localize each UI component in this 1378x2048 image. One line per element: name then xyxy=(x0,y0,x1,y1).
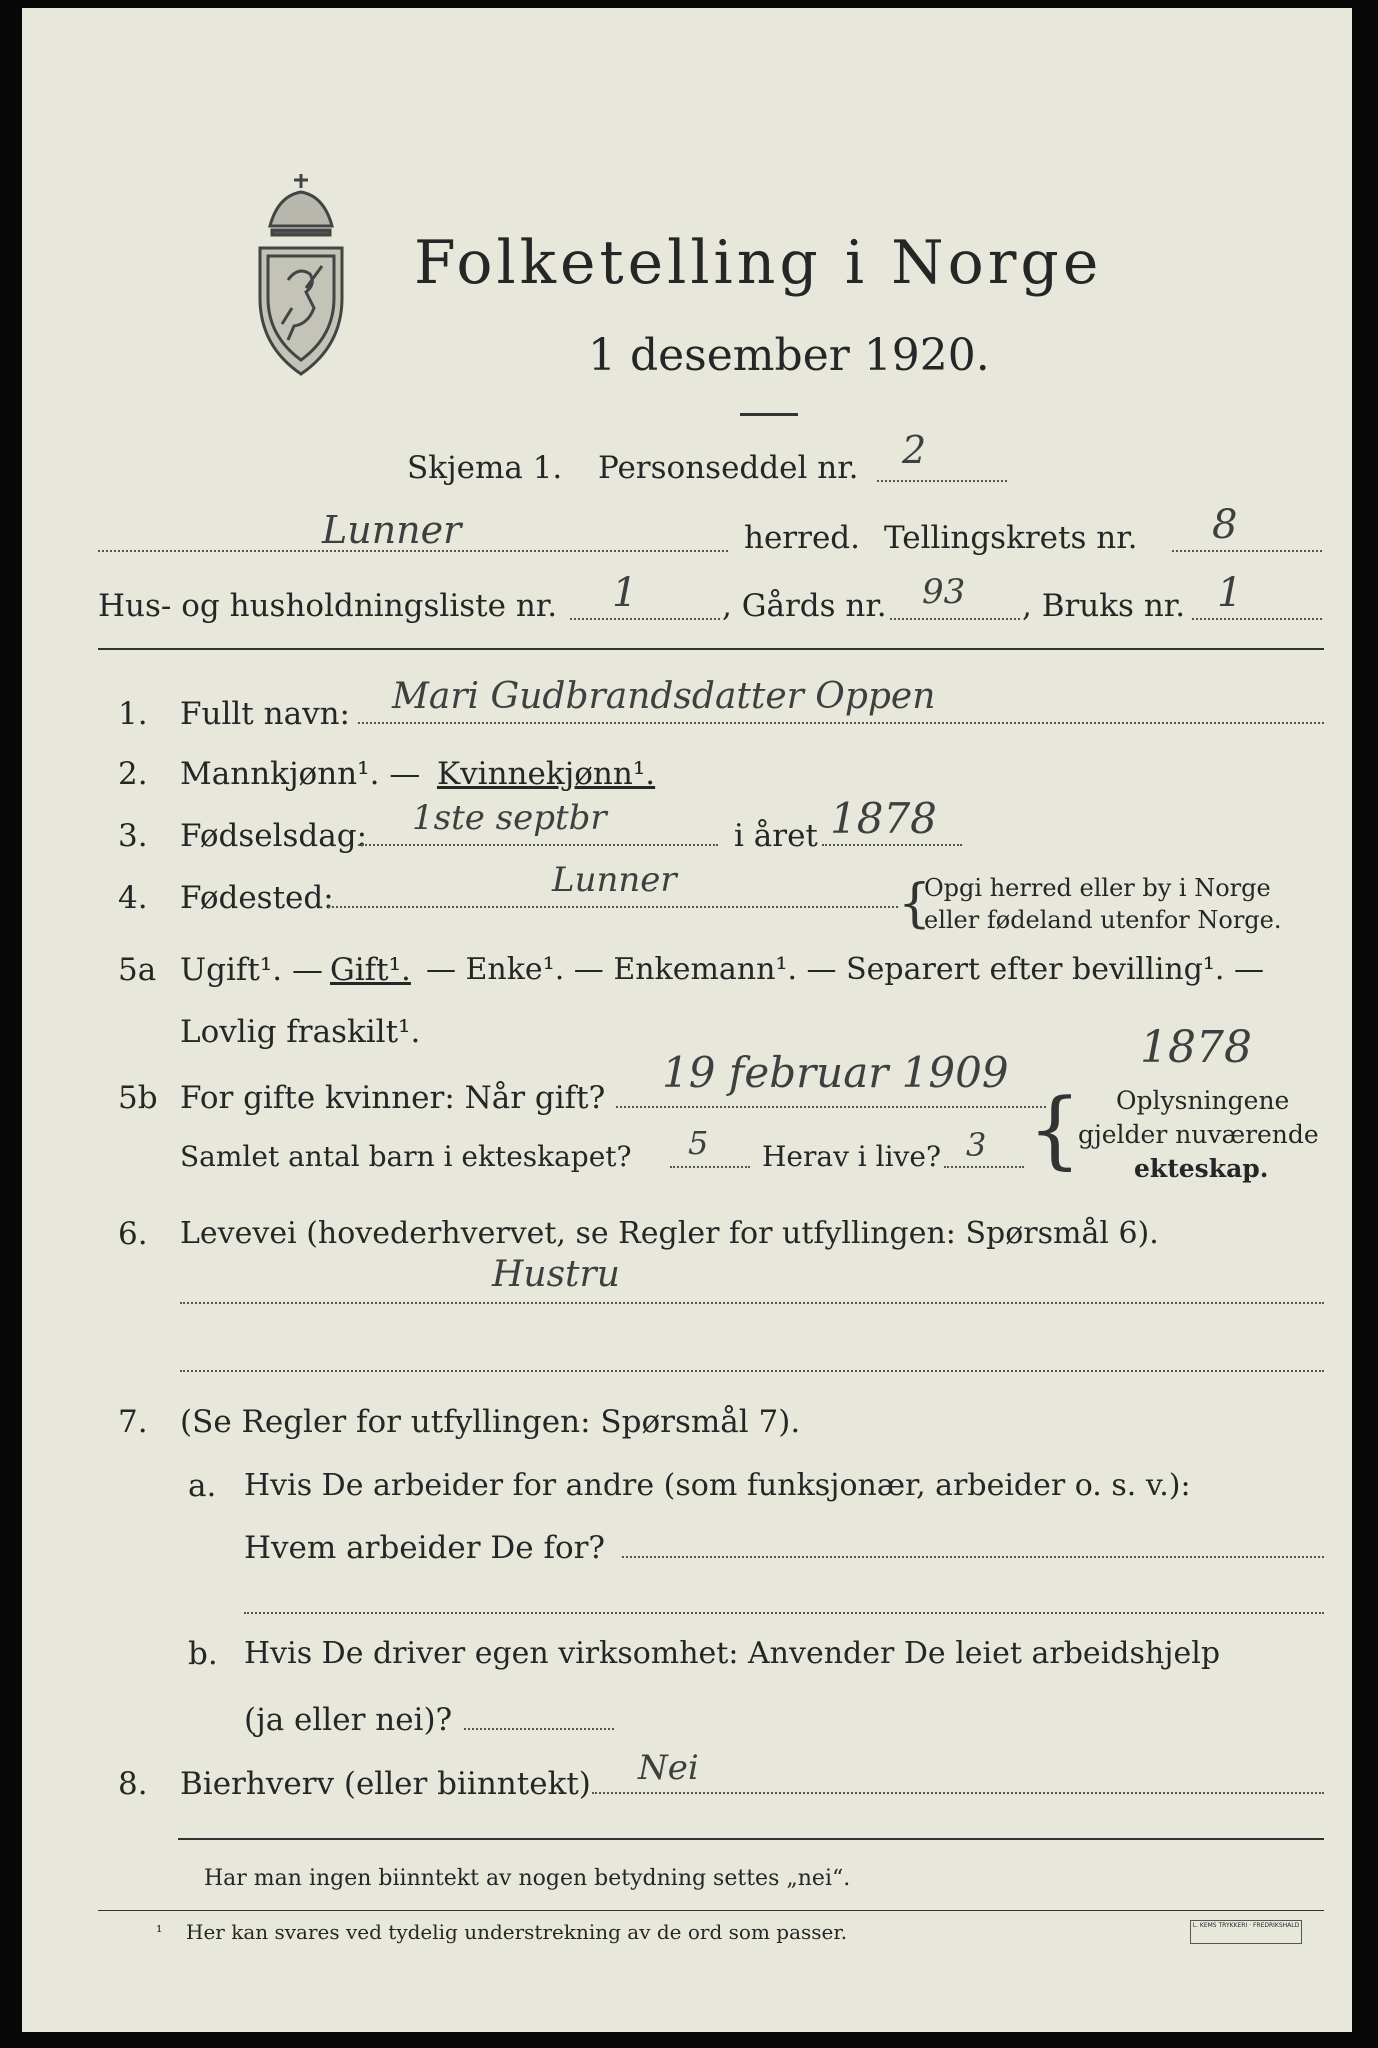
norwegian-coat-of-arms-icon xyxy=(252,168,350,378)
hus-label: Hus- og husholdningsliste nr. xyxy=(98,588,558,624)
status-married-option[interactable]: Gift¹. xyxy=(330,952,411,988)
gards-field[interactable] xyxy=(890,618,1020,620)
footer-divider xyxy=(178,1838,1324,1840)
hus-field[interactable] xyxy=(570,618,720,620)
hus-value: 1 xyxy=(612,570,638,616)
hired-help-field[interactable] xyxy=(464,1728,614,1730)
occupation-label: Levevei (hovederhvervet, se Regler for utfyllingen: Spørsmål 6). xyxy=(180,1216,1159,1251)
hired-help-label: (ja eller nei)? xyxy=(244,1702,453,1738)
marriage-note-2: gjelder nuværende xyxy=(1078,1120,1319,1149)
q7-number: 7. xyxy=(118,1404,148,1440)
marriage-date-field[interactable] xyxy=(616,1106,1046,1108)
tellingskrets-value: 8 xyxy=(1212,502,1238,548)
marriage-date-label: For gifte kvinner: Når gift? xyxy=(180,1080,606,1116)
birthday-value: 1ste septbr xyxy=(412,798,607,838)
full-name-field[interactable] xyxy=(358,722,1324,724)
gards-value: 93 xyxy=(922,572,966,612)
birth-year-value: 1878 xyxy=(830,794,937,843)
census-form-page xyxy=(22,8,1352,2032)
tellingskrets-field[interactable] xyxy=(1172,550,1322,552)
status-unmarried-option[interactable]: Ugift¹. — xyxy=(180,952,323,988)
birth-year-field[interactable] xyxy=(822,844,962,846)
q2-number: 2. xyxy=(118,756,148,792)
children-total-value: 5 xyxy=(688,1124,709,1162)
children-total-label: Samlet antal barn i ekteskapet? xyxy=(180,1140,632,1173)
employer-field[interactable] xyxy=(622,1556,1324,1558)
children-alive-label: Herav i live? xyxy=(762,1140,941,1173)
bruks-value: 1 xyxy=(1217,570,1243,616)
marriage-note-1: Oplysningene xyxy=(1116,1086,1290,1115)
q5a-number: 5a xyxy=(118,952,157,988)
q6-number: 6. xyxy=(118,1216,148,1252)
q3-number: 3. xyxy=(118,818,148,854)
occupation-field[interactable] xyxy=(180,1302,1324,1304)
q7b-text: Hvis De driver egen virksomhet: Anvender De leiet arbeidshjelp xyxy=(244,1636,1221,1671)
sex-male-option[interactable]: Mannkjønn¹. — xyxy=(180,756,421,792)
status-divorced-option[interactable]: Lovlig fraskilt¹. xyxy=(180,1014,421,1050)
birthplace-field[interactable] xyxy=(328,906,898,908)
q7-label: (Se Regler for utfyllingen: Spørsmål 7). xyxy=(180,1404,801,1440)
q4-number: 4. xyxy=(118,880,148,916)
printer-stamp xyxy=(1190,1920,1302,1944)
side-income-value: Nei xyxy=(638,1748,699,1788)
title-divider xyxy=(740,413,798,416)
personseddel-value: 2 xyxy=(902,428,927,472)
q1-number: 1. xyxy=(118,696,148,732)
tellingskrets-label: Tellingskrets nr. xyxy=(884,520,1138,556)
side-income-label: Bierhverv (eller biinntekt) xyxy=(180,1766,591,1802)
q4-label: Fødested: xyxy=(180,880,334,916)
marriage-note-3: ekteskap. xyxy=(1134,1154,1269,1183)
q7a-letter: a. xyxy=(188,1468,217,1504)
q5b-number: 5b xyxy=(118,1080,158,1116)
gards-label: , Gårds nr. xyxy=(722,588,887,624)
birth-year-label: i året xyxy=(734,818,818,854)
birthplace-value: Lunner xyxy=(552,860,677,900)
children-total-field[interactable] xyxy=(670,1166,750,1168)
q1-label: Fullt navn: xyxy=(180,696,350,732)
herred-value: Lunner xyxy=(322,508,462,552)
printer-stamp-text: L. KEMS TRYKKERI · FREDRIKSHALD xyxy=(1192,1922,1300,1929)
children-alive-value: 3 xyxy=(966,1126,987,1164)
marriage-brace: { xyxy=(1028,1080,1082,1178)
footnote-mark: ¹ xyxy=(156,1922,163,1941)
side-income-field[interactable] xyxy=(592,1792,1324,1794)
herred-label: herred. xyxy=(744,520,860,556)
q7a-text: Hvis De arbeider for andre (som funksjonær, arbeider o. s. v.): xyxy=(244,1468,1191,1503)
birthplace-note-2: eller fødeland utenfor Norge. xyxy=(924,906,1282,934)
q7b-letter: b. xyxy=(188,1636,218,1672)
footnote-text: Her kan svares ved tydelig understrekning av de ord som passer. xyxy=(186,1920,848,1944)
q8-number: 8. xyxy=(118,1766,148,1802)
full-name-value: Mari Gudbrandsdatter Oppen xyxy=(392,676,936,717)
bruks-field[interactable] xyxy=(1192,618,1322,620)
form-title: Folketelling i Norge xyxy=(414,228,1103,298)
marriage-date-value: 19 februar 1909 xyxy=(662,1048,1009,1097)
sex-female-option[interactable]: Kvinnekjønn¹. xyxy=(437,756,656,792)
birthplace-brace: { xyxy=(898,874,932,934)
marriage-extra-value: 1878 xyxy=(1140,1022,1252,1073)
q3-label: Fødselsdag: xyxy=(180,818,368,854)
status-other-options[interactable]: — Enke¹. — Enkemann¹. — Separert efter bevilling¹. — xyxy=(426,952,1264,987)
side-income-note: Har man ingen biinntekt av nogen betydning settes „nei“. xyxy=(204,1866,851,1891)
personseddel-field[interactable] xyxy=(877,480,1007,482)
header-divider xyxy=(98,648,1324,650)
occupation-field-line2[interactable] xyxy=(180,1370,1324,1372)
footnote-divider xyxy=(98,1910,1324,1911)
skjema-label: Skjema 1. xyxy=(407,450,563,486)
occupation-value: Hustru xyxy=(492,1254,620,1295)
children-alive-field[interactable] xyxy=(944,1166,1024,1168)
employer-label: Hvem arbeider De for? xyxy=(244,1530,606,1566)
personseddel-label: Personseddel nr. xyxy=(598,450,859,486)
birthday-field[interactable] xyxy=(358,844,718,846)
census-date: 1 desember 1920. xyxy=(588,330,990,381)
employer-field-line2[interactable] xyxy=(244,1612,1324,1614)
bruks-label: , Bruks nr. xyxy=(1022,588,1186,624)
birthplace-note-1: Opgi herred eller by i Norge xyxy=(924,874,1271,902)
